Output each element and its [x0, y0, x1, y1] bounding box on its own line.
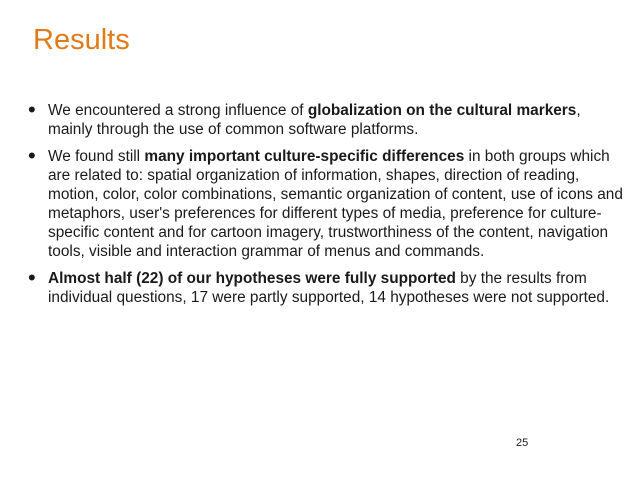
bullet-item [28, 143, 625, 261]
bullet-text-pre: We encountered a strong influence of [48, 102, 308, 119]
bullet-text-bold: globalization on the cultural markers [307, 102, 577, 119]
slide-title: Results [33, 24, 130, 56]
bullet-dot-icon: • [28, 143, 36, 168]
bullet-item [28, 265, 625, 307]
page-number: 25 [516, 437, 529, 449]
bullet-text-pre: We found still [48, 148, 145, 165]
bullet-text-bold: Almost half (22) of our hypotheses were fully supported [48, 270, 456, 287]
bullet-dot-icon: • [28, 265, 36, 290]
bullet-text-post: by the results from individual questions, 17 were partly supported, 14 hypotheses were not supported. [48, 270, 610, 306]
bullet-list [28, 97, 625, 315]
bullet-text-post: , mainly through the use of common software platforms. [48, 102, 581, 138]
bullet-text-post: in both groups which are related to: spatial organization of information, shapes, direction of reading, motion, color, color combinations, semantic organization of content, use of icons and metaphors, user's preferences for different types of media, preference for culture-specific content and for cartoon imagery, trustworthiness of the content, navigation tools, visible and interaction grammar of menus and commands. [48, 148, 623, 260]
bullet-item [28, 97, 625, 139]
bullet-text-bold: many important culture-specific differences [144, 148, 465, 165]
bullet-dot-icon: • [28, 97, 36, 122]
